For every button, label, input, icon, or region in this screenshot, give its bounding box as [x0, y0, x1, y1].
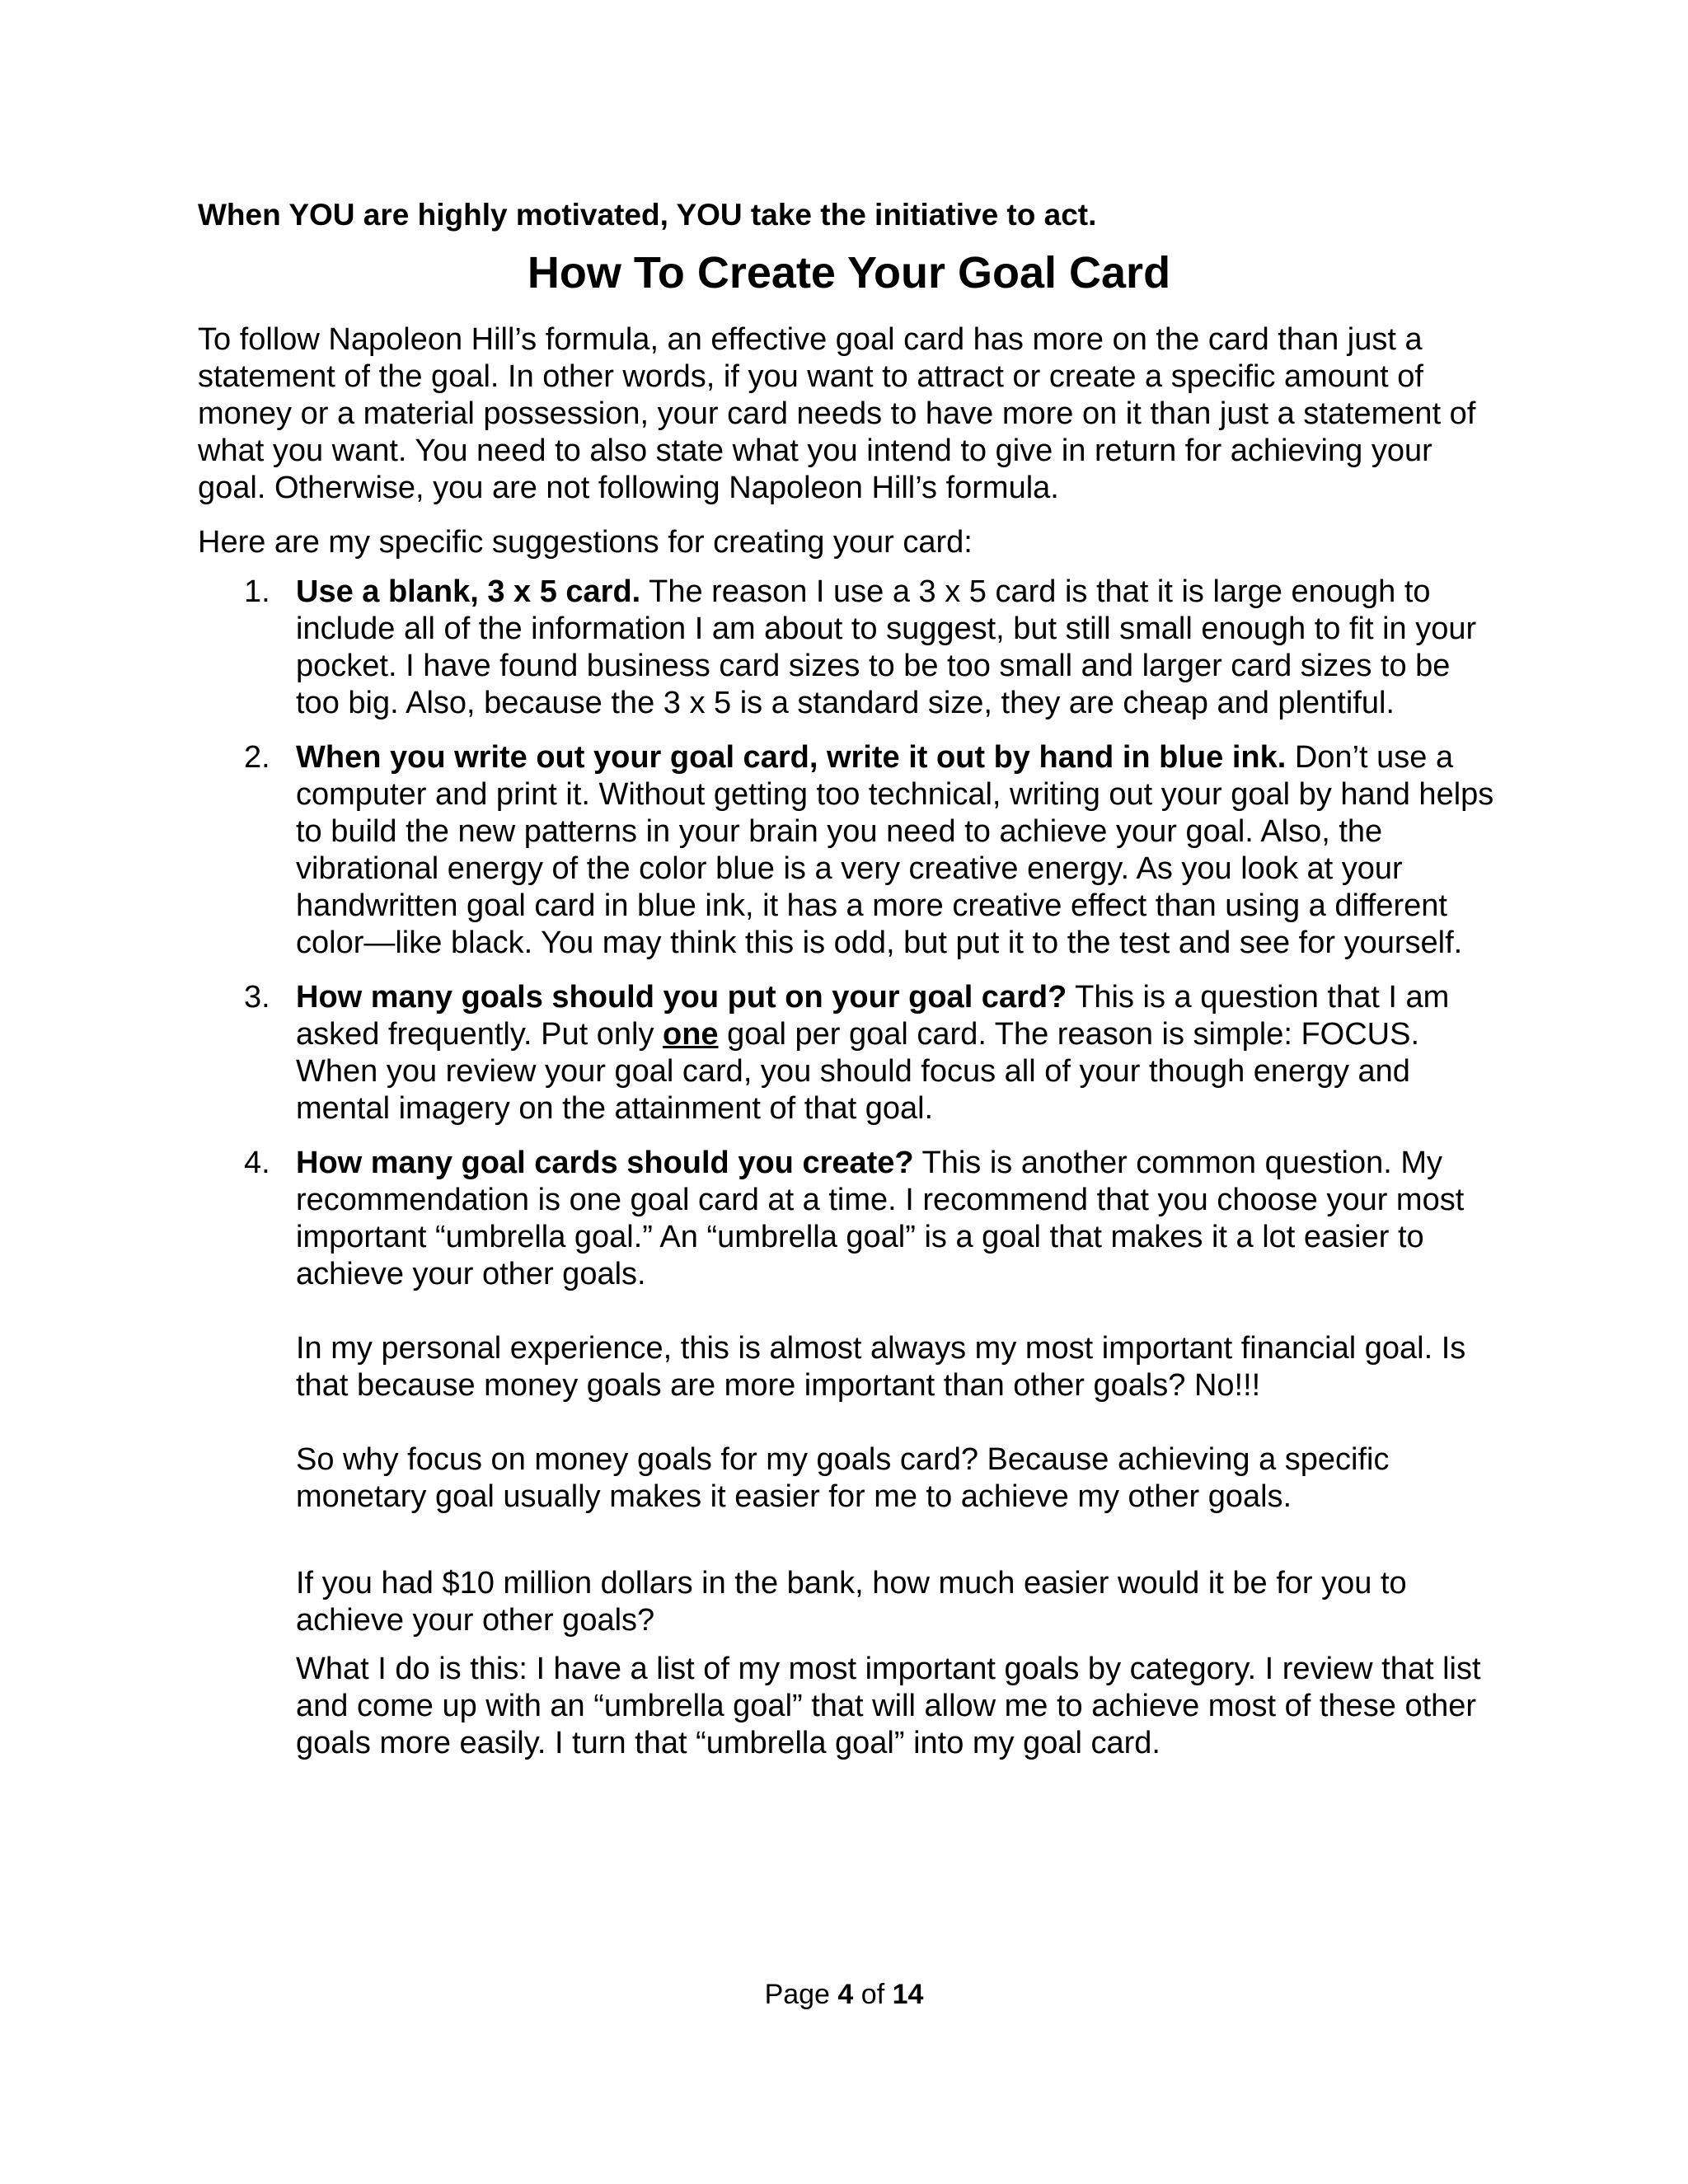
list-item-text	[296, 574, 1500, 722]
list-item-text	[296, 1145, 1500, 1293]
list-item-body: This is a question that I am asked frequently. Put only	[296, 980, 1450, 1052]
suggestions-list	[198, 574, 1500, 1762]
list-item-body-continued: goal per goal card. The reason is simple: FOCUS. When you review your goal card, you should focus all of your though energy and mental imagery on the attainment of that goal.	[296, 1017, 1420, 1126]
list-item-body: Don’t use a computer and print it. Without getting too technical, writing out your goal by hand helps to build the new patterns in your brain you need to achieve your goal. Also, the vibrational energy of the color blue is a very creative energy. As you look at your handwritten goal card in blue ink, it has a more creative effect than using a different color—like black. You may think this is odd, but put it to the test and see for yourself.	[296, 740, 1494, 960]
umbrella-goal-paragraph: What I do is this: I have a list of my most important goals by category. I review that list and come up with an “umbrella goal” that will allow me to achieve most of these other goals more easily. I turn that “umbrella goal” into my goal card.	[296, 1652, 1481, 1760]
list-item	[198, 574, 1500, 722]
list-item-heading: Use a blank, 3 x 5 card.	[296, 574, 641, 609]
footer-of-word: of	[860, 1979, 885, 2010]
footer-current-page: 4	[837, 1979, 854, 2010]
list-item-body: The reason I use a 3 x 5 card is that it is large enough to include all of the information I am about to suggest, but still small enough to fit in your pocket. I have found business card sizes to be too small and larger card sizes to be too big. Also, because the 3 x 5 is a standard size, they are cheap and plentiful.	[296, 574, 1477, 720]
document-page	[198, 196, 1500, 1779]
list-item	[198, 739, 1500, 962]
intro-paragraph: To follow Napoleon Hill’s formula, an effective goal card has more on the card than just a statement of the goal. In other words, if you want to attract or create a specific amount of money or a material possession, your card needs to have more on it than just a statement of what you want. You need to also state what you intend to give in return for achieving your goal. Otherwise, you are not following Napoleon Hill’s formula.	[198, 322, 1476, 505]
page-title: How To Create Your Goal Card	[527, 248, 1171, 298]
list-item-number: 1.	[244, 574, 270, 609]
money-focus-paragraph: So why focus on money goals for my goals card? Because achieving a specific monetary goal usually makes it easier for me to achieve my other goals.	[296, 1442, 1390, 1514]
ten-million-paragraph: If you had $10 million dollars in the bank, how much easier would it be for you to achieve your other goals?	[296, 1566, 1407, 1638]
list-item	[198, 1145, 1500, 1762]
list-item-heading: How many goal cards should you create?	[296, 1146, 914, 1180]
list-item-number: 3.	[244, 980, 270, 1015]
list-item-number: 2.	[244, 740, 270, 775]
emphasis-one: one	[663, 1017, 719, 1052]
list-item	[198, 979, 1500, 1127]
list-item-heading: How many goals should you put on your goal card?	[296, 980, 1067, 1015]
list-item-text	[296, 979, 1500, 1127]
page-footer	[0, 1978, 1688, 2011]
list-item-heading: When you write out your goal card, write it out by hand in blue ink.	[296, 740, 1287, 775]
financial-goal-paragraph: In my personal experience, this is almost always my most important financial goal. Is that because money goals are more important than other goals? No!!!	[296, 1331, 1466, 1403]
list-item-number: 4.	[244, 1146, 270, 1180]
list-item-text	[296, 739, 1500, 962]
footer-total-pages: 14	[892, 1979, 924, 2010]
footer-page-word: Page	[764, 1979, 830, 2010]
suggestions-lead: Here are my specific suggestions for creating your card:	[198, 525, 973, 560]
motivation-lead-line: When YOU are highly motivated, YOU take the initiative to act.	[198, 198, 1097, 232]
list-item-body: This is another common question. My recommendation is one goal card at a time. I recommend that you choose your most important “umbrella goal.” An “umbrella goal” is a goal that makes it a lot easier to achieve your other goals.	[296, 1146, 1465, 1291]
